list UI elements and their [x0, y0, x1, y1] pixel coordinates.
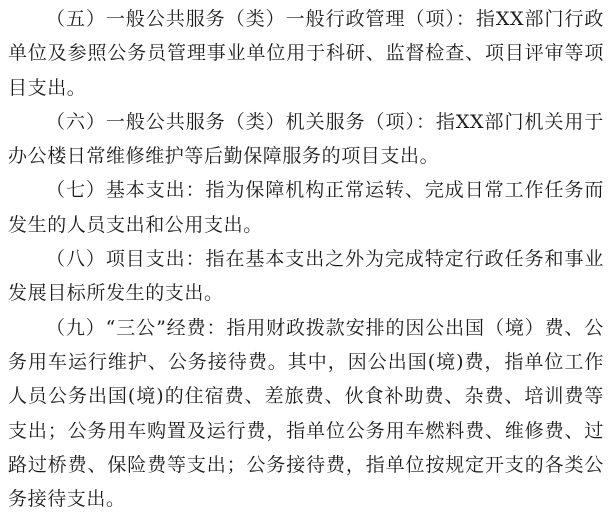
paragraph-item-9: （九）“三公”经费：指用财政拨款安排的因公出国（境）费、公务用车运行维护、公务接待费。其中，因公出国(境)费，指单位工作人员公务出国(境)的住宿费、差旅费、伙食补助费、杂费、培训费等支出；公务用车购置及运行费，指单位公务用车燃料费、维修费、过路过桥费、保险费等支出；公务接待费，指单位按规定开支的各类公务接待支出。 [8, 316, 604, 511]
paragraph-item-8: （八）项目支出：指在基本支出之外为完成特定行政任务和事业发展目标所发生的支出。 [8, 248, 604, 305]
document-body [8, 2, 604, 516]
paragraph-item-5: （五）一般公共服务（类）一般行政管理（项）：指XX部门行政单位及参照公务员管理事业单位用于科研、监督检查、项目评审等项目支出。 [8, 8, 604, 99]
paragraph-item-7: （七）基本支出：指为保障机构正常运转、完成日常工作任务而发生的人员支出和公用支出。 [8, 179, 604, 236]
paragraph-item-6: （六）一般公共服务（类）机关服务（项）：指XX部门机关用于办公楼日常维修维护等后勤保障服务的项目支出。 [8, 110, 604, 168]
